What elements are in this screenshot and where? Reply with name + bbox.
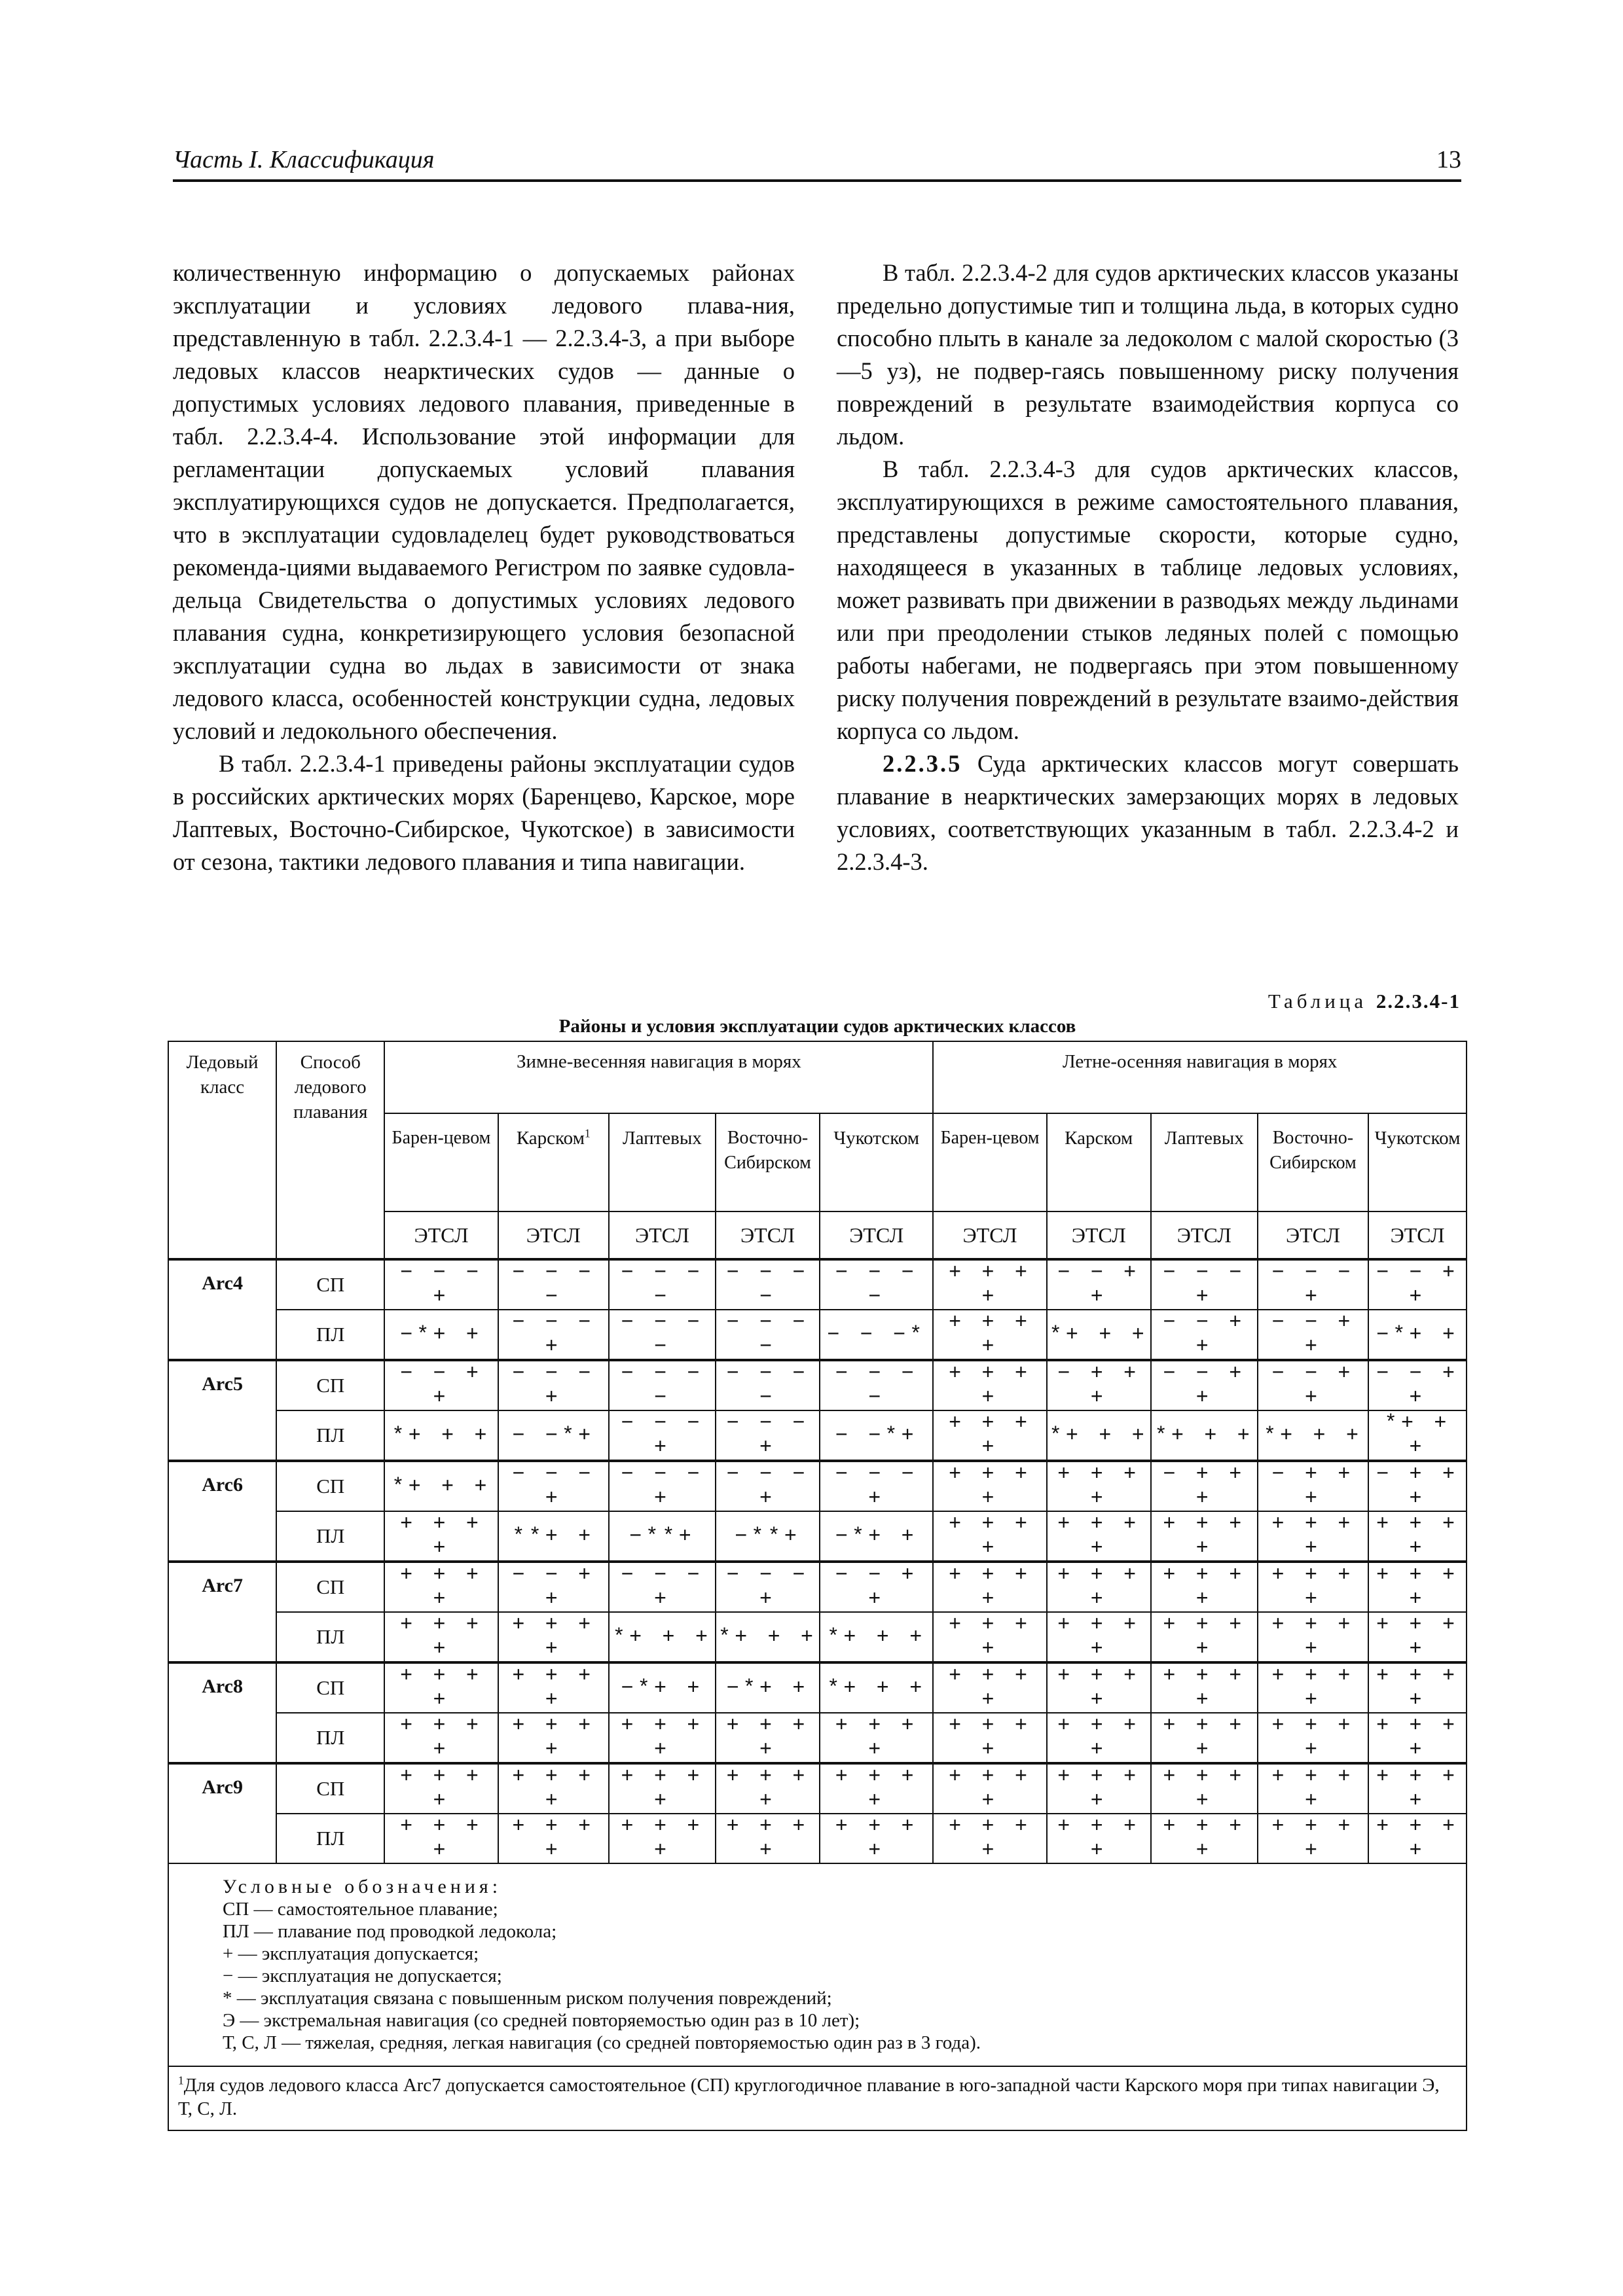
condition-cell: + + + + [1047, 1511, 1151, 1562]
condition-cell: + + + + [384, 1612, 498, 1662]
condition-cell: − − − − [609, 1310, 716, 1360]
condition-cell: *+ + + [384, 1461, 498, 1511]
condition-cell: + + + + [1368, 1713, 1467, 1763]
condition-cell: + + + + [716, 1763, 820, 1814]
condition-cell: − − + + [1368, 1259, 1467, 1310]
table-row [168, 1662, 1467, 1713]
condition-cell: + + + + [820, 1814, 933, 1863]
ice-class-cell: Arc8 [168, 1662, 276, 1763]
table-row [168, 1259, 1467, 1310]
condition-cell: *+ + + [1047, 1410, 1151, 1461]
condition-cell: − −*+ [820, 1410, 933, 1461]
paragraph: количественную информацию о допускаемых районах эксплуатации и условиях ледового плава-ния, представленную в табл. 2.2.3.4-1 — 2.2.3.4-3, а при выборе ледовых классов неарктических судов — данные о допустимых условиях ледового плавания, приведенные в табл. 2.2.3.4-4. Использование этой информации для регламентации допускаемых условий плавания эксплуатирующихся судов не допускается. Предполагается, что в эксплуатации судовладелец будет руководствоваться рекоменда-циями выдаваемого Регистром по заявке судовла-дельца Свидетельства о допустимых условиях ледового плавания судна, конкретизирующего условия безопасной эксплуатации судна во льдах в зависимости от знака ледового класса, особенностей конструкции судна, ледовых условий и ледокольного обеспечения. [173, 259, 795, 744]
condition-cell: + + + + [384, 1662, 498, 1713]
condition-cell: + + + + [1047, 1763, 1151, 1814]
table-row [168, 1612, 1467, 1662]
condition-cell: + + + + [384, 1814, 498, 1863]
mode-cell: ПЛ [276, 1410, 384, 1461]
sea-header [384, 1113, 498, 1211]
legend-item: ПЛ — плавание под проводкой ледокола; [223, 1921, 557, 1942]
condition-cell: + + + + [1047, 1814, 1151, 1863]
paragraph: В табл. 2.2.3.4-3 для судов арктических классов, эксплуатирующихся в режиме самостоятельного плавания, представлены допустимые скорости, которые судно, находящееся в указанных в таблице ледовых условиях, может развивать при движении в разводьях между льдинами или при преодолении стыков ледяных полей с помощью работы набегами, не подвергаясь при этом повышенному риску получения повреждений в результате взаимо-действия корпуса со льдом. [837, 456, 1459, 744]
ice-class-cell: Arc6 [168, 1461, 276, 1562]
condition-cell: + + + + [933, 1511, 1046, 1562]
condition-cell: + + + + [498, 1713, 609, 1763]
mode-cell: СП [276, 1562, 384, 1612]
mode-cell: СП [276, 1360, 384, 1410]
condition-cell: + + + + [384, 1713, 498, 1763]
condition-cell: + + + + [933, 1713, 1046, 1763]
table-caption [1268, 990, 1461, 1013]
col-ice-class: Ледовый класс [168, 1041, 276, 1259]
mode-cell: ПЛ [276, 1814, 384, 1863]
running-header [173, 145, 1461, 182]
sea-header [609, 1113, 716, 1211]
condition-cell: + + + + [498, 1763, 609, 1814]
condition-cell: + + + + [1258, 1562, 1368, 1612]
mode-cell: ПЛ [276, 1713, 384, 1763]
condition-cell: + + + + [933, 1360, 1046, 1410]
condition-cell: + + + + [498, 1814, 609, 1863]
legend-item: + — эксплуатация допускается; [223, 1943, 479, 1964]
legend-item: СП — самостоятельное плавание; [223, 1899, 498, 1920]
condition-cell: + + + + [933, 1259, 1046, 1310]
sea-name: Карском [1065, 1128, 1133, 1149]
paragraph: В табл. 2.2.3.4-2 для судов арктических классов указаны предельно допустимые тип и толщина льда, в которых судно способно плыть в канале за ледоколом с малой скоростью (3—5 уз), не подвер-гаясь повышенному риску получения повреждений в результате взаимодействия корпуса со льдом. [837, 259, 1459, 450]
mode-cell: ПЛ [276, 1511, 384, 1562]
condition-cell: + + + + [1368, 1662, 1467, 1713]
sea-name: Чукотском [1374, 1128, 1461, 1149]
condition-cell: + + + + [1151, 1662, 1258, 1713]
condition-cell: − − + + [1047, 1259, 1151, 1310]
condition-cell: − − + + [820, 1562, 933, 1612]
legend-item: − — эксплуатация не допускается; [223, 1965, 502, 1986]
condition-cell: − − + + [1258, 1360, 1368, 1410]
condition-cell: − − − − [609, 1259, 716, 1310]
condition-cell: − − − + [609, 1410, 716, 1461]
sea-header [1151, 1113, 1258, 1211]
condition-cell: + + + + [384, 1763, 498, 1814]
mode-cell: СП [276, 1461, 384, 1511]
condition-cell: −**+ [609, 1511, 716, 1562]
condition-cell: + + + + [716, 1814, 820, 1863]
table-row [168, 1310, 1467, 1360]
ice-class-cell: Arc7 [168, 1562, 276, 1662]
condition-cell: − − − + [609, 1562, 716, 1612]
sea-header [933, 1113, 1046, 1211]
condition-cell: − − + + [384, 1360, 498, 1410]
condition-cell: + + + + [1258, 1511, 1368, 1562]
condition-cell: + + + + [1368, 1562, 1467, 1612]
mode-cell: СП [276, 1662, 384, 1713]
condition-cell: + + + + [820, 1713, 933, 1763]
subheader-etsl: ЭТСЛ [384, 1211, 498, 1259]
condition-cell: + + + + [1047, 1461, 1151, 1511]
condition-cell: − − − + [1258, 1259, 1368, 1310]
footnote-ref: 1 [584, 1126, 591, 1140]
condition-cell: − − − − [609, 1360, 716, 1410]
condition-cell: − − − − [820, 1360, 933, 1410]
sea-name: Барен-цевом [392, 1128, 491, 1148]
condition-cell: + + + + [384, 1562, 498, 1612]
condition-cell: − − + + [1368, 1360, 1467, 1410]
condition-cell: + + + + [933, 1310, 1046, 1360]
table-title: Районы и условия эксплуатации судов арктических классов [558, 1016, 1076, 1037]
legend [168, 1863, 1467, 2066]
condition-cell: −*+ + [820, 1511, 933, 1562]
group-winter: Зимне-весенняя навигация в морях [384, 1041, 933, 1113]
condition-cell: **+ + [498, 1511, 609, 1562]
mode-cell: ПЛ [276, 1612, 384, 1662]
condition-cell: + + + + [1151, 1562, 1258, 1612]
condition-cell: + + + + [1368, 1763, 1467, 1814]
mode-cell: ПЛ [276, 1310, 384, 1360]
condition-cell: − − − + [498, 1461, 609, 1511]
legend-row [168, 1863, 1467, 2066]
condition-cell: + + + + [1368, 1612, 1467, 1662]
condition-cell: − + + + [1258, 1461, 1368, 1511]
condition-cell: −*+ + [384, 1310, 498, 1360]
section-text: Суда арктических классов могут совершать плавание в неарктических замерзающих морях в ледовых условиях, соответствующих указанным в табл. 2.2.3.4-2 и 2.2.3.4-3. [837, 750, 1459, 875]
legend-title: Условные обозначения: [223, 1876, 502, 1897]
condition-cell: + + + + [609, 1763, 716, 1814]
condition-cell: − − + + [1151, 1310, 1258, 1360]
condition-cell: *+ + + [716, 1612, 820, 1662]
legend-item: * — эксплуатация связана с повышенным риском получения повреждений; [223, 1988, 832, 2009]
subheader-etsl: ЭТСЛ [609, 1211, 716, 1259]
sea-name: Барен-цевом [940, 1128, 1040, 1148]
condition-cell: *+ + + [384, 1410, 498, 1461]
condition-cell: −*+ + [716, 1662, 820, 1713]
condition-cell: + + + + [820, 1763, 933, 1814]
sea-name: Карском [516, 1128, 585, 1149]
condition-cell: − − + + [498, 1562, 609, 1612]
condition-cell: − − − + [716, 1461, 820, 1511]
table-caption-word: Таблица [1267, 990, 1368, 1013]
condition-cell: − + + + [1368, 1461, 1467, 1511]
table-row [168, 1814, 1467, 1863]
subheader-etsl: ЭТСЛ [933, 1211, 1046, 1259]
condition-cell: − + + + [1047, 1360, 1151, 1410]
ice-class-cell: Arc4 [168, 1259, 276, 1360]
condition-cell: + + + + [716, 1713, 820, 1763]
condition-cell: *+ + + [820, 1612, 933, 1662]
condition-cell: − − − + [716, 1562, 820, 1612]
group-summer: Летне-осенняя навигация в морях [933, 1041, 1467, 1113]
ice-class-cell: Arc9 [168, 1763, 276, 1863]
paragraph: В табл. 2.2.3.4-1 приведены районы эксплуатации судов в российских арктических морях (Баренцево, Карское, море Лаптевых, Восточно-Сибирское, Чукотское) в зависимости от сезона, тактики ледового плавания и типа навигации. [173, 750, 795, 875]
running-header-title: Часть I. Классификация [173, 146, 435, 173]
condition-cell: *+ + + [820, 1662, 933, 1713]
table-row [168, 1763, 1467, 1814]
page-number: 13 [1436, 146, 1461, 173]
condition-cell: − − − + [1151, 1259, 1258, 1310]
subheader-etsl: ЭТСЛ [820, 1211, 933, 1259]
condition-cell: + + + + [933, 1763, 1046, 1814]
mode-cell: СП [276, 1259, 384, 1310]
table-row [168, 1410, 1467, 1461]
condition-cell: + + + + [1258, 1662, 1368, 1713]
legend-items [223, 1898, 1466, 2054]
condition-cell: + + + + [1258, 1713, 1368, 1763]
condition-cell: + + + + [1047, 1713, 1151, 1763]
condition-cell: − − − − [820, 1259, 933, 1310]
table-row [168, 1461, 1467, 1511]
section-number: 2.2.3.5 [883, 750, 962, 777]
sea-name: Чукотском [833, 1128, 920, 1149]
sea-header [498, 1113, 609, 1211]
table-row [168, 1360, 1467, 1410]
table-row [168, 1511, 1467, 1562]
condition-cell: − − + + [1258, 1310, 1368, 1360]
condition-cell: + + + + [498, 1612, 609, 1662]
condition-cell: − − − − [716, 1360, 820, 1410]
footnote-mark: 1 [178, 2073, 184, 2087]
condition-cell: + + + + [609, 1713, 716, 1763]
condition-cell: + + + + [933, 1662, 1046, 1713]
condition-cell: + + + + [1151, 1763, 1258, 1814]
condition-cell: − − − − [716, 1310, 820, 1360]
condition-cell: *+ + + [1047, 1310, 1151, 1360]
condition-cell: − − − + [498, 1310, 609, 1360]
condition-cell: + + + + [498, 1662, 609, 1713]
condition-cell: + + + + [933, 1410, 1046, 1461]
condition-cell: + + + + [1258, 1763, 1368, 1814]
condition-cell: + + + + [1258, 1612, 1368, 1662]
condition-cell: + + + + [1047, 1562, 1151, 1612]
condition-cell: −**+ [716, 1511, 820, 1562]
sea-header [1258, 1113, 1368, 1211]
condition-cell: *+ + + [609, 1612, 716, 1662]
condition-cell: − − − − [716, 1259, 820, 1310]
condition-cell: + + + + [1047, 1662, 1151, 1713]
sea-header [1368, 1113, 1467, 1211]
table-row [168, 1713, 1467, 1763]
sea-header [716, 1113, 820, 1211]
table-caption-number: 2.2.3.4-1 [1376, 990, 1461, 1013]
condition-cell: − − − − [498, 1259, 609, 1310]
legend-item: Т, С, Л — тяжелая, средняя, легкая навигация (со средней повторяемостью один раз в 3 года). [223, 2032, 981, 2053]
condition-cell: + + + + [1151, 1612, 1258, 1662]
condition-cell: − − + + [1151, 1360, 1258, 1410]
condition-cell: − − − + [716, 1410, 820, 1461]
left-column [173, 257, 795, 878]
condition-cell: + + + + [1368, 1511, 1467, 1562]
header-row-1 [168, 1041, 1467, 1113]
subheader-etsl: ЭТСЛ [1151, 1211, 1258, 1259]
subheader-etsl: ЭТСЛ [716, 1211, 820, 1259]
condition-cell: − + + + [1151, 1461, 1258, 1511]
subheader-etsl: ЭТСЛ [498, 1211, 609, 1259]
sea-name: Лаптевых [622, 1128, 702, 1149]
condition-cell: + + + + [933, 1814, 1046, 1863]
condition-cell: + + + + [1151, 1713, 1258, 1763]
condition-cell: −*+ + [609, 1662, 716, 1713]
condition-cell: − − − + [384, 1259, 498, 1310]
sea-name: Восточно-Сибирском [1269, 1128, 1357, 1173]
subheader-etsl: ЭТСЛ [1047, 1211, 1151, 1259]
subheader-etsl: ЭТСЛ [1258, 1211, 1368, 1259]
sea-header [1047, 1113, 1151, 1211]
condition-cell: + + + + [1047, 1612, 1151, 1662]
condition-cell: + + + + [609, 1814, 716, 1863]
footnote-text: Для судов ледового класса Arc7 допускается самостоятельное (СП) круглогодичное плавание в юго-западной части Карского моря при типах навигации Э, Т, С, Л. [178, 2075, 1440, 2119]
table-row [168, 1562, 1467, 1612]
condition-cell: + + + + [1258, 1814, 1368, 1863]
right-column [837, 257, 1459, 878]
condition-cell: + + + + [384, 1511, 498, 1562]
condition-cell: *+ + + [1151, 1410, 1258, 1461]
condition-cell: − − − + [498, 1360, 609, 1410]
sea-header [820, 1113, 933, 1211]
condition-cell: − − − + [609, 1461, 716, 1511]
condition-cell: + + + + [1368, 1814, 1467, 1863]
mode-cell: СП [276, 1763, 384, 1814]
footnote-row [168, 2066, 1467, 2130]
section-2-2-3-5 [837, 747, 1459, 878]
footnote [168, 2066, 1467, 2130]
condition-cell: + + + + [933, 1562, 1046, 1612]
legend-item: Э — экстремальная навигация (со средней повторяемостью один раз в 10 лет); [223, 2010, 860, 2031]
ice-class-cell: Arc5 [168, 1360, 276, 1461]
col-mode: Способ ледового плавания [276, 1041, 384, 1259]
condition-cell: − − − + [820, 1461, 933, 1511]
ice-conditions-table [168, 1041, 1467, 2131]
condition-cell: + + + + [933, 1461, 1046, 1511]
sea-name: Восточно-Сибирском [724, 1128, 811, 1173]
condition-cell: *+ + + [1258, 1410, 1368, 1461]
condition-cell: + + + + [1151, 1814, 1258, 1863]
condition-cell: *+ + + [1368, 1410, 1467, 1461]
condition-cell: + + + + [933, 1612, 1046, 1662]
subheader-etsl: ЭТСЛ [1368, 1211, 1467, 1259]
condition-cell: − −*+ [498, 1410, 609, 1461]
sea-name: Лаптевых [1164, 1128, 1244, 1149]
condition-cell: −*+ + [1368, 1310, 1467, 1360]
condition-cell: − − −* [820, 1310, 933, 1360]
condition-cell: + + + + [1151, 1511, 1258, 1562]
